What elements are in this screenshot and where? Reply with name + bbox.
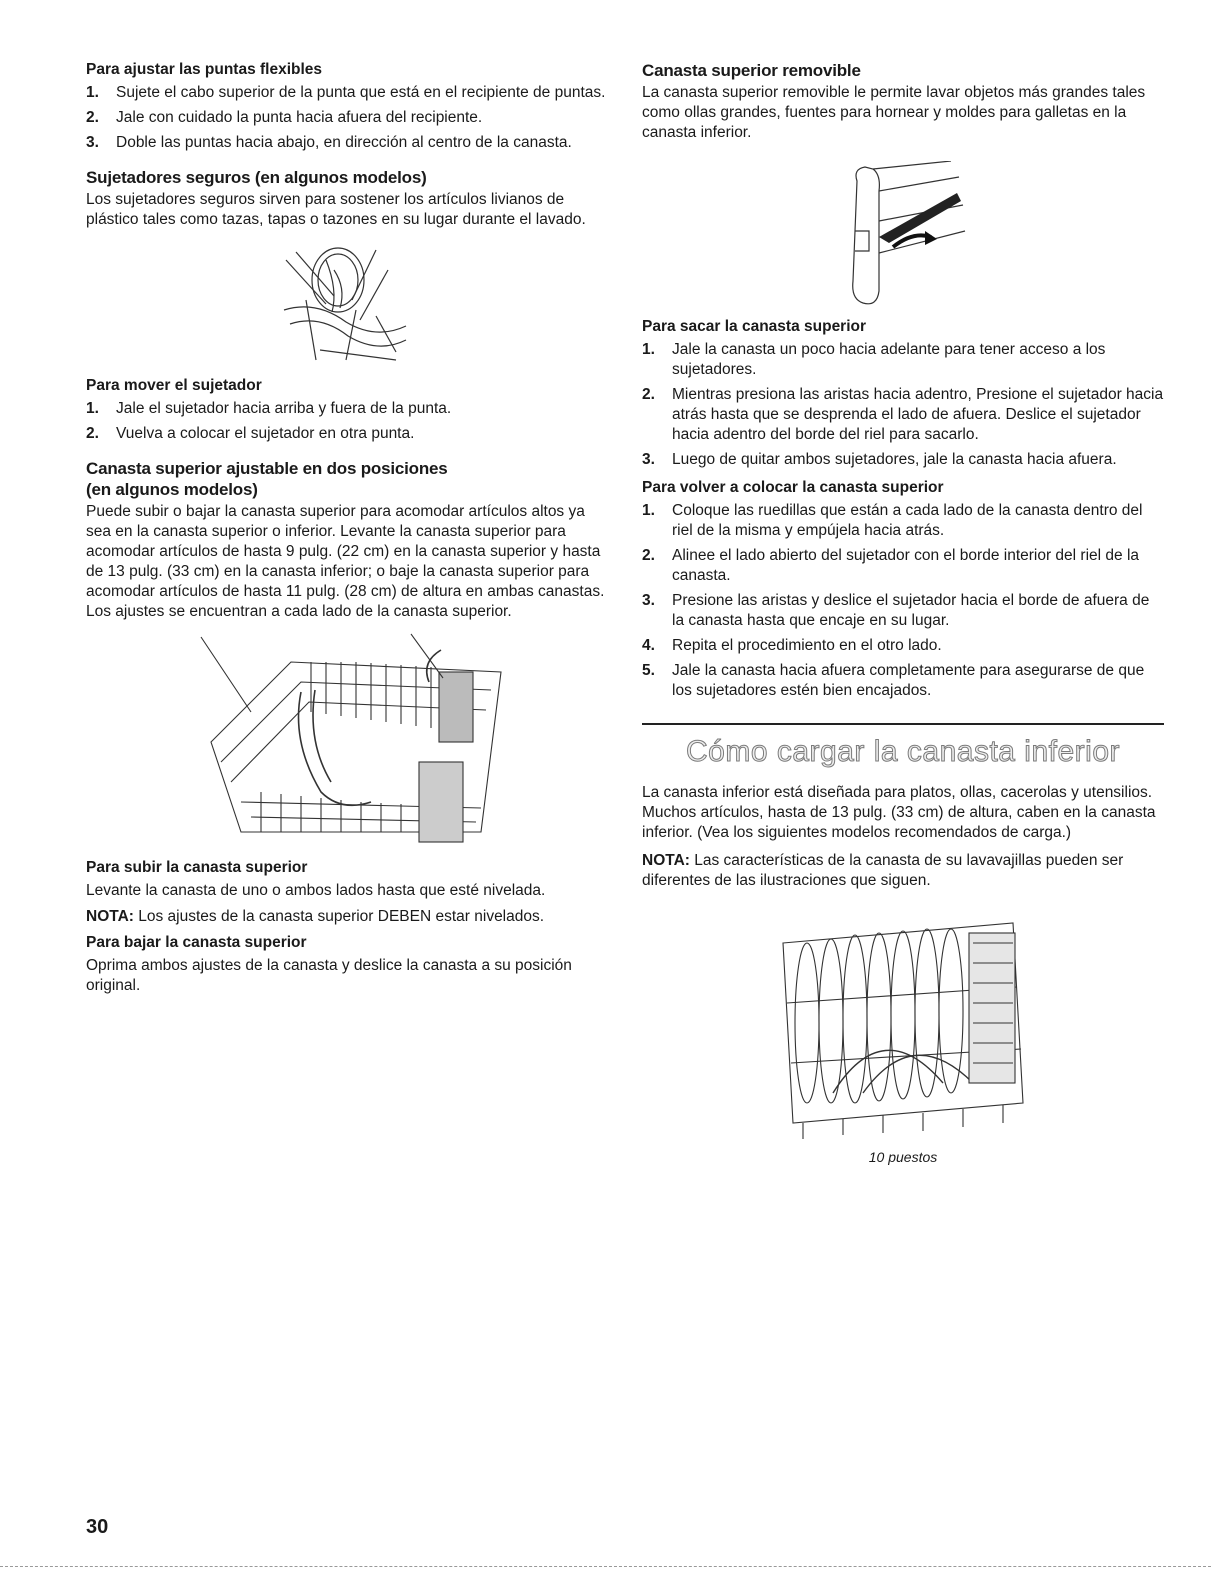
rack-adjuster-drawing bbox=[181, 632, 511, 852]
list-text: Presione las aristas y deslice el sujetador hacia el borde de afuera de la canasta hasta que encaje en su lugar. bbox=[672, 592, 1150, 629]
list-text: Sujete el cabo superior de la punta que está en el recipiente de puntas. bbox=[116, 84, 606, 101]
list-text: Jale la canasta hacia afuera completamente para asegurarse de que los sujetadores estén bien encajados. bbox=[672, 662, 1145, 699]
move-clip-title: Para mover el sujetador bbox=[86, 377, 262, 394]
list-item bbox=[642, 661, 1164, 701]
list-item bbox=[86, 424, 606, 444]
list-number: 3. bbox=[86, 134, 99, 151]
list-text: Jale el sujetador hacia arriba y fuera de la punta. bbox=[116, 400, 452, 417]
removable-title: Canasta superior removible bbox=[642, 61, 861, 80]
list-number: 1. bbox=[642, 502, 655, 519]
list-number: 3. bbox=[642, 592, 655, 609]
flex-tines-list bbox=[86, 83, 606, 153]
lower-title: Para bajar la canasta superior bbox=[86, 934, 307, 951]
list-item bbox=[86, 133, 606, 153]
list-text: Doble las puntas hacia abajo, en dirección al centro de la canasta. bbox=[116, 134, 572, 151]
lower-rack-heading: Cómo cargar la canasta inferior bbox=[685, 735, 1121, 768]
list-text: Repita el procedimiento en el otro lado. bbox=[672, 637, 942, 654]
list-item bbox=[642, 636, 1164, 656]
list-number: 3. bbox=[642, 451, 655, 468]
adjustable-body: Puede subir o bajar la canasta superior para acomodar artículos altos ya sea en la canasta superior o inferior. Levante la canasta superior para acomodar artículos de hasta 9 pulg. (22 cm) en la canasta superior y hasta de 13 pulg. (33 cm) en la canasta inferior; o baje la canasta superior para acomodar artículos de hasta 11 pulg. (28 cm) de altura en ambas canastas. Los ajustes se encuentran a cada lado de la canasta superior. bbox=[86, 503, 605, 620]
list-text: Jale la canasta un poco hacia adelante para tener acceso a los sujetadores. bbox=[672, 341, 1106, 378]
list-item bbox=[86, 83, 606, 103]
page-number: 30 bbox=[86, 1516, 109, 1538]
rail-clip-drawing bbox=[833, 161, 973, 311]
clips-body: Los sujetadores seguros sirven para sostener los artículos livianos de plástico tales como tazas, tapas o tazones en su lugar durante el lavado. bbox=[86, 191, 586, 228]
list-text: Vuelva a colocar el sujetador en otra punta. bbox=[116, 425, 415, 442]
page-edge-line bbox=[0, 1566, 1211, 1567]
list-item bbox=[642, 501, 1164, 541]
right-column bbox=[642, 60, 1164, 1165]
list-item bbox=[86, 108, 606, 128]
rail-clip-illustration bbox=[642, 161, 1164, 311]
adjustable-title-line2: (en algunos modelos) bbox=[86, 480, 258, 499]
replace-list bbox=[642, 501, 1164, 701]
list-number: 2. bbox=[86, 109, 99, 126]
note-label: NOTA: bbox=[86, 908, 134, 925]
flex-tines-title: Para ajustar las puntas flexibles bbox=[86, 61, 323, 78]
remove-list bbox=[642, 340, 1164, 470]
raise-note bbox=[86, 907, 606, 927]
clip-illustration bbox=[86, 240, 606, 370]
lower-rack-drawing bbox=[773, 903, 1033, 1143]
list-item bbox=[642, 450, 1164, 470]
list-text: Coloque las ruedillas que están a cada lado de la canasta dentro del riel de la misma y empújela hacia atrás. bbox=[672, 502, 1143, 539]
section-divider bbox=[642, 723, 1164, 725]
list-item bbox=[642, 546, 1164, 586]
list-text: Luego de quitar ambos sujetadores, jale la canasta hacia afuera. bbox=[672, 451, 1117, 468]
remove-title: Para sacar la canasta superior bbox=[642, 318, 867, 335]
list-number: 1. bbox=[86, 84, 99, 101]
lower-rack-body: La canasta inferior está diseñada para platos, ollas, cacerolas y utensilios. Muchos artículos, hasta de 13 pulg. (33 cm) de altura, caben en la canasta inferior. (Vea los siguientes modelos recomendados de carga.) bbox=[642, 784, 1156, 841]
adjustable-title-line1: Canasta superior ajustable en dos posiciones bbox=[86, 459, 448, 478]
lower-rack-caption: 10 puestos bbox=[868, 1149, 938, 1165]
list-number: 2. bbox=[642, 386, 655, 403]
list-item bbox=[642, 591, 1164, 631]
list-text: Jale con cuidado la punta hacia afuera del recipiente. bbox=[116, 109, 483, 126]
lower-body: Oprima ambos ajustes de la canasta y deslice la canasta a su posición original. bbox=[86, 957, 572, 994]
note-text: Las características de la canasta de su lavavajillas pueden ser diferentes de las ilustraciones que siguen. bbox=[642, 852, 1124, 889]
note-label: NOTA: bbox=[642, 852, 690, 869]
list-text: Alinee el lado abierto del sujetador con el borde interior del riel de la canasta. bbox=[672, 547, 1140, 584]
list-number: 5. bbox=[642, 662, 655, 679]
list-number: 4. bbox=[642, 637, 655, 654]
raise-body: Levante la canasta de uno o ambos lados hasta que esté nivelada. bbox=[86, 882, 546, 899]
lower-rack-note bbox=[642, 851, 1164, 891]
list-item bbox=[642, 340, 1164, 380]
replace-title: Para volver a colocar la canasta superior bbox=[642, 479, 944, 496]
note-text: Los ajustes de la canasta superior DEBEN estar nivelados. bbox=[133, 908, 545, 925]
list-number: 1. bbox=[86, 400, 99, 417]
raise-title: Para subir la canasta superior bbox=[86, 859, 308, 876]
removable-body: La canasta superior removible le permite lavar objetos más grandes tales como ollas grandes, fuentes para hornear y moldes para galletas en la canasta inferior. bbox=[642, 84, 1146, 141]
lower-rack-illustration bbox=[642, 903, 1164, 1143]
list-item bbox=[642, 385, 1164, 445]
rack-adjuster-illustration bbox=[86, 632, 606, 852]
list-number: 2. bbox=[86, 425, 99, 442]
left-column bbox=[86, 60, 606, 1006]
list-text: Mientras presiona las aristas hacia adentro, Presione el sujetador hacia atrás hasta que se desprenda el lado de afuera. Deslice el sujetador hacia adentro del borde del riel para sacarlo. bbox=[672, 386, 1164, 443]
clips-title: Sujetadores seguros (en algunos modelos) bbox=[86, 168, 427, 187]
list-number: 2. bbox=[642, 547, 655, 564]
clip-drawing bbox=[276, 240, 416, 370]
list-number: 1. bbox=[642, 341, 655, 358]
move-clip-list bbox=[86, 399, 606, 444]
list-item bbox=[86, 399, 606, 419]
